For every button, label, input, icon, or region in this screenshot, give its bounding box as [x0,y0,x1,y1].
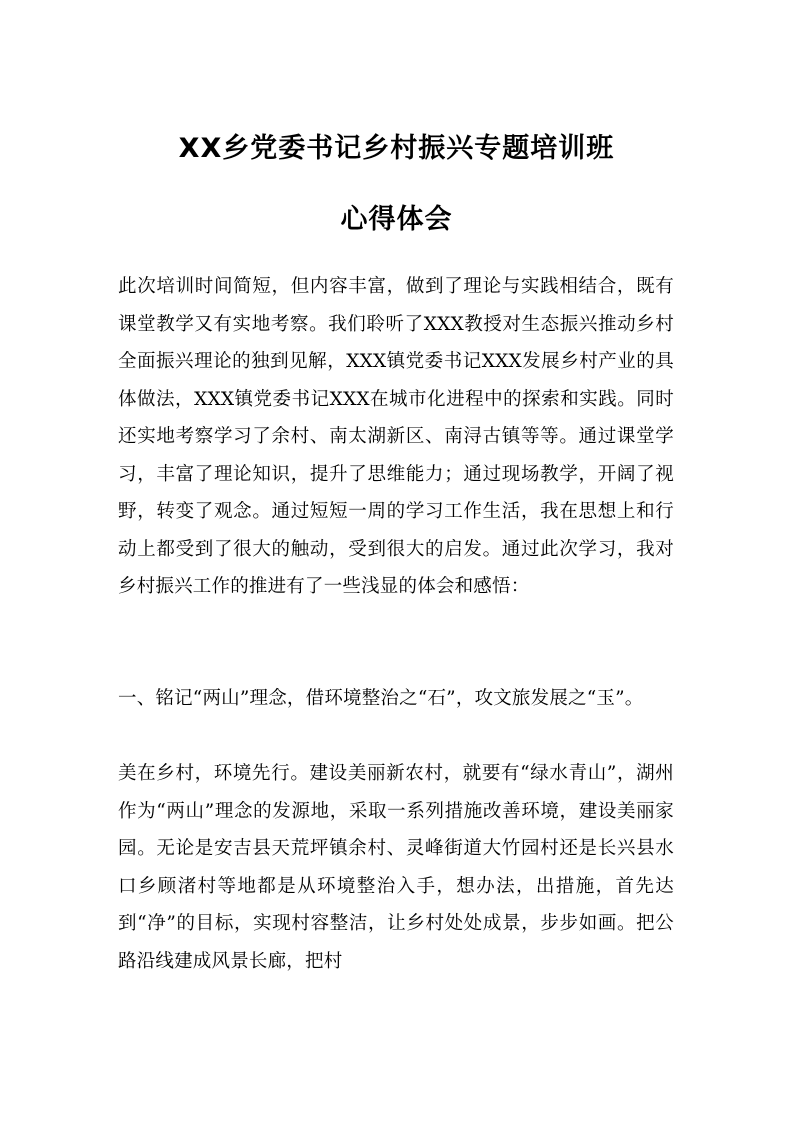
document-title-line-1: XX乡党委书记乡村振兴专题培训班 [178,133,615,164]
body-paragraph-environment [118,755,674,980]
body-paragraph-intro [118,268,674,606]
paragraph-text: 美在乡村，环境先行。建设美丽新农村，就要有“绿水青山”，湖州作为“两山”理念的发源地，采取一系列措施改善环境，建设美丽家园。无论是安吉县天荒坪镇余村、灵峰街道大竹园村还是长兴县水口乡顾渚村等地都是从环境整治入手，想办法，出措施，首先达到“净”的目标，实现村容整洁，让乡村处处成景，步步如画。把公路沿线建成风景长廊，把村 [118,763,674,972]
section-heading-one [118,680,674,718]
document-title-line-2: 心得体会 [340,204,453,235]
section-heading-text: 一、铭记“两山”理念，借环境整治之“石”，攻文旅发展之“玉”。 [118,688,644,709]
paragraph-text: 此次培训时间简短，但内容丰富，做到了理论与实践相结合，既有课堂教学又有实地考察。我们聆听了XXX教授对生态振兴推动乡村全面振兴理论的独到见解，XXX镇党委书记XXX发展乡村产业的具体做法，XXX镇党委书记XXX在城市化进程中的探索和实践。同时还实地考察学习了余村、南太湖新区、南浔古镇等等。通过课堂学习，丰富了理论知识，提升了思维能力；通过现场教学，开阔了视野，转变了观念。通过短短一周的学习工作生活，我在思想上和行动上都受到了很大的触动，受到很大的启发。通过此次学习，我对乡村振兴工作的推进有了一些浅显的体会和感悟： [118,276,674,597]
